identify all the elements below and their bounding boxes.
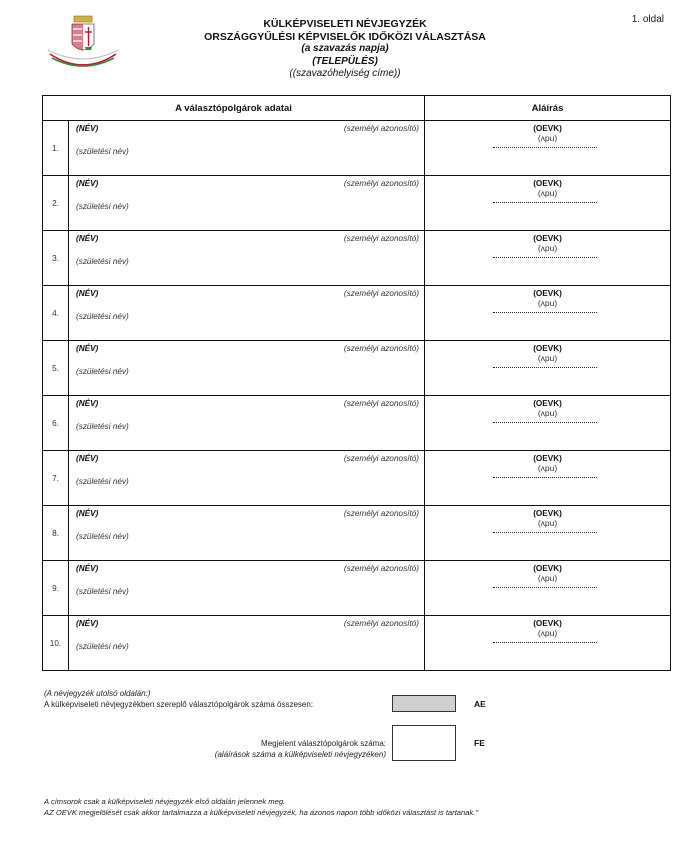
hungarian-coat-of-arms-icon — [44, 14, 122, 76]
table-row — [43, 616, 671, 671]
fe-code: FE — [474, 738, 485, 748]
voter-data-cell — [69, 396, 425, 451]
birth-name-placeholder: (születési név) — [76, 642, 129, 651]
signature-cell[interactable] — [425, 341, 671, 396]
table-row — [43, 176, 671, 231]
np-placeholder: (ʌpu) — [537, 188, 558, 198]
ae-label: A külképviseleti névjegyzékben szereplő választópolgárok száma összesen: — [44, 700, 314, 709]
voter-data-cell — [69, 121, 425, 176]
voter-name-placeholder: (NÉV) — [76, 564, 99, 573]
signature-cell[interactable] — [425, 121, 671, 176]
signature-cell[interactable] — [425, 176, 671, 231]
footer-note-2: AZ OEVK megjelölését csak akkor tartalmazza a külképviseleti névjegyzék, ha azonos napon több időközi választást is tartanak." — [44, 807, 479, 817]
voter-data-column-header: A választópolgárok adatai — [43, 96, 425, 121]
footer-note-1: A címsorok csak a külképviseleti névjegyzék első oldalán jelennek meg. — [44, 797, 286, 806]
signature-cell[interactable] — [425, 286, 671, 341]
voter-data-cell — [69, 616, 425, 671]
np-placeholder: (ʌpu) — [537, 408, 558, 418]
last-page-note: (A névjegyzék utolsó oldalán:) — [44, 689, 151, 698]
row-number: 4. — [43, 286, 69, 341]
signature-line[interactable] — [493, 366, 597, 368]
voter-name-placeholder: (NÉV) — [76, 344, 99, 353]
row-number: 10. — [43, 616, 69, 671]
oevk-placeholder: (OEVK) — [533, 454, 562, 463]
voter-data-cell — [69, 561, 425, 616]
signature-line[interactable] — [493, 256, 597, 258]
signature-line[interactable] — [493, 476, 597, 478]
np-placeholder: (ʌpu) — [537, 133, 558, 143]
oevk-placeholder: (OEVK) — [533, 234, 562, 243]
oevk-placeholder: (OEVK) — [533, 619, 562, 628]
table-row — [43, 341, 671, 396]
personal-id-placeholder: (személyi azonosító) — [343, 564, 420, 573]
voter-name-placeholder: (NÉV) — [76, 289, 99, 298]
voter-name-placeholder: (NÉV) — [76, 179, 99, 188]
np-placeholder: (ʌpu) — [537, 573, 558, 583]
personal-id-placeholder: (személyi azonosító) — [343, 619, 420, 628]
fe-label: Megjelent választópolgárok száma: — [261, 739, 386, 748]
signature-cell[interactable] — [425, 451, 671, 506]
ae-code: AE — [474, 699, 486, 709]
signature-line[interactable] — [493, 586, 597, 588]
table-row — [43, 121, 671, 176]
voter-name-placeholder: (NÉV) — [76, 399, 99, 408]
personal-id-placeholder: (személyi azonosító) — [343, 124, 420, 133]
signature-line[interactable] — [493, 146, 597, 148]
voter-name-placeholder: (NÉV) — [76, 124, 99, 133]
row-number: 1. — [43, 121, 69, 176]
footer-notes — [44, 797, 478, 818]
signature-cell[interactable] — [425, 616, 671, 671]
signature-cell[interactable] — [425, 561, 671, 616]
signature-cell[interactable] — [425, 231, 671, 286]
signature-line[interactable] — [493, 201, 597, 203]
oevk-placeholder: (OEVK) — [533, 399, 562, 408]
voter-name-placeholder: (NÉV) — [76, 234, 99, 243]
row-number: 2. — [43, 176, 69, 231]
birth-name-placeholder: (születési név) — [76, 422, 129, 431]
table-row — [43, 506, 671, 561]
voter-roll-table — [42, 95, 671, 671]
signature-column-header: Aláírás — [425, 96, 671, 121]
oevk-placeholder: (OEVK) — [533, 124, 562, 133]
birth-name-placeholder: (születési név) — [76, 367, 129, 376]
election-date-placeholder: (a szavazás napja) — [301, 43, 389, 54]
table-row — [43, 231, 671, 286]
voter-data-cell — [69, 286, 425, 341]
np-placeholder: (ʌpu) — [537, 298, 558, 308]
signature-cell[interactable] — [425, 396, 671, 451]
oevk-placeholder: (OEVK) — [533, 509, 562, 518]
table-row — [43, 561, 671, 616]
personal-id-placeholder: (személyi azonosító) — [343, 289, 420, 298]
oevk-placeholder: (OEVK) — [533, 179, 562, 188]
voter-data-cell — [69, 506, 425, 561]
personal-id-placeholder: (személyi azonosító) — [343, 509, 420, 518]
row-number: 7. — [43, 451, 69, 506]
oevk-placeholder: (OEVK) — [533, 289, 562, 298]
signature-cell[interactable] — [425, 506, 671, 561]
document-title: KÜLKÉPVISELETI NÉVJEGYZÉK — [263, 18, 427, 30]
np-placeholder: (ʌpu) — [537, 628, 558, 638]
fe-label-block — [180, 738, 386, 760]
election-title: ORSZÁGGYŰLÉSI KÉPVISELŐK IDŐKÖZI VÁLASZTÁSA — [204, 30, 486, 43]
signature-line[interactable] — [493, 311, 597, 313]
personal-id-placeholder: (személyi azonosító) — [343, 344, 420, 353]
birth-name-placeholder: (születési név) — [76, 312, 129, 321]
table-row — [43, 286, 671, 341]
page-number: 1. oldal — [631, 14, 664, 25]
np-placeholder: (ʌpu) — [537, 243, 558, 253]
personal-id-placeholder: (személyi azonosító) — [343, 454, 420, 463]
oevk-placeholder: (OEVK) — [533, 344, 562, 353]
signature-line[interactable] — [493, 641, 597, 643]
voter-name-placeholder: (NÉV) — [76, 619, 99, 628]
np-placeholder: (ʌpu) — [537, 353, 558, 363]
birth-name-placeholder: (születési név) — [76, 477, 129, 486]
ae-count-box[interactable] — [392, 695, 456, 712]
np-placeholder: (ʌpu) — [537, 463, 558, 473]
polling-address-placeholder: ((szavazóhelyiség címe)) — [289, 68, 401, 79]
fe-count-box[interactable] — [392, 725, 456, 761]
birth-name-placeholder: (születési név) — [76, 257, 129, 266]
personal-id-placeholder: (személyi azonosító) — [343, 399, 420, 408]
row-number: 6. — [43, 396, 69, 451]
table-row — [43, 396, 671, 451]
voter-data-cell — [69, 451, 425, 506]
personal-id-placeholder: (személyi azonosító) — [343, 179, 420, 188]
birth-name-placeholder: (születési név) — [76, 202, 129, 211]
row-number: 5. — [43, 341, 69, 396]
birth-name-placeholder: (születési név) — [76, 587, 129, 596]
np-placeholder: (ʌpu) — [537, 518, 558, 528]
voter-data-cell — [69, 341, 425, 396]
birth-name-placeholder: (születési név) — [76, 532, 129, 541]
fe-sublabel: (aláírások száma a külképviseleti névjegyzéken) — [214, 750, 386, 759]
signature-line[interactable] — [493, 531, 597, 533]
signature-line[interactable] — [493, 421, 597, 423]
birth-name-placeholder: (születési név) — [76, 147, 129, 156]
document-header — [180, 18, 510, 81]
voter-name-placeholder: (NÉV) — [76, 509, 99, 518]
voter-name-placeholder: (NÉV) — [76, 454, 99, 463]
oevk-placeholder: (OEVK) — [533, 564, 562, 573]
voter-data-cell — [69, 176, 425, 231]
row-number: 8. — [43, 506, 69, 561]
row-number: 9. — [43, 561, 69, 616]
table-row — [43, 451, 671, 506]
row-number: 3. — [43, 231, 69, 286]
voter-data-cell — [69, 231, 425, 286]
table-header-row — [43, 96, 671, 121]
settlement-placeholder: (TELEPÜLÉS) — [312, 55, 378, 67]
personal-id-placeholder: (személyi azonosító) — [343, 234, 420, 243]
